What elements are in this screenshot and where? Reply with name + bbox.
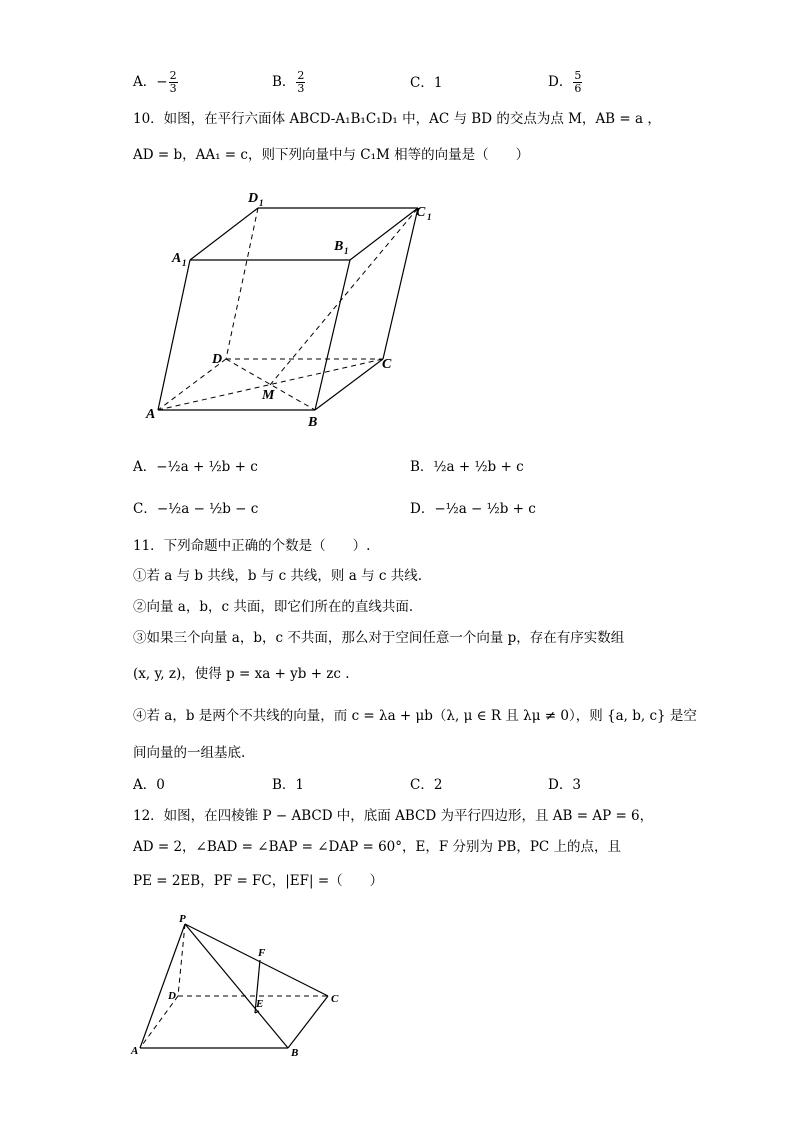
label-c1: C — [416, 205, 426, 220]
q10-option-d: D．−½a − ½b + c — [410, 501, 536, 517]
q10-line2: AD = b，AA₁ = c，则下列向量中与 C₁M 相等的向量是（ ） — [133, 147, 530, 163]
q10-option-a: A．−½a + ½b + c — [133, 459, 258, 475]
label-d1: D — [248, 191, 259, 206]
q11-option-a: A．0 — [133, 777, 165, 793]
q9-option-b: B． $\frac{2}{3}$ — [272, 69, 305, 95]
q11-statement-3a: ③如果三个向量 a，b，c 不共面，那么对于空间任意一个向量 p，存在有序实数组 — [133, 630, 625, 646]
label-m: M — [262, 388, 275, 403]
q11-statement-4b: 间向量的一组基底. — [133, 745, 246, 761]
label-c1-sub: 1 — [427, 212, 432, 222]
label-b: B — [291, 1047, 299, 1059]
pyramid-figure — [128, 910, 358, 1060]
q12-line3: PE = 2EB，PF = FC，|EF| =（ ） — [133, 873, 384, 889]
label-c: C — [382, 357, 392, 372]
q11-statement-2: ②向量 a，b，c 共面，即它们所在的直线共面. — [133, 599, 414, 615]
label-d1-sub: 1 — [259, 198, 264, 208]
q11-stem: 11．下列命题中正确的个数是（ ）. — [133, 538, 371, 554]
label-f: F — [258, 947, 266, 959]
q11-option-b: B．1 — [272, 777, 305, 793]
label-a1-sub: 1 — [182, 258, 187, 268]
label-d: D — [212, 352, 223, 367]
q11-option-d: D．3 — [548, 777, 581, 793]
label-a: A — [131, 1045, 139, 1057]
label-d: D — [168, 990, 176, 1002]
q10-line1: 10．如图，在平行六面体 ABCD-A₁B₁C₁D₁ 中，AC 与 BD 的交点为点 M，AB = a ， — [133, 111, 661, 127]
label-e: E — [256, 998, 264, 1010]
q10-option-c: C．−½a − ½b − c — [133, 501, 259, 517]
label-b1: B — [334, 239, 344, 254]
label-p: P — [179, 913, 186, 925]
q9-option-a: A．− $\frac{2}{3}$ — [133, 69, 177, 95]
label-b1-sub: 1 — [344, 246, 349, 256]
q11-statement-3b: (x, y, z)，使得 p = xa + yb + zc . — [133, 666, 350, 682]
label-b: B — [308, 415, 318, 430]
label-a: A — [146, 407, 156, 422]
q10-option-b: B．½a + ½b + c — [410, 459, 524, 475]
parallelepiped-figure — [140, 186, 440, 431]
q11-option-c: C．2 — [410, 777, 443, 793]
q12-line1: 12．如图，在四棱锥 P − ABCD 中，底面 ABCD 为平行四边形，且 AB = AP = 6， — [133, 808, 654, 824]
label-a1: A — [172, 251, 182, 266]
q11-statement-4a: ④若 a，b 是两个不共线的向量，而 c = λa + μb（λ, μ ∈ R 且 λμ ≠ 0），则 {a, b, c} 是空 — [133, 708, 697, 724]
label-c: C — [331, 993, 339, 1005]
q9-option-c: C．1 — [410, 75, 443, 91]
q12-line2: AD = 2，∠BAD = ∠BAP = ∠DAP = 60°，E，F 分别为 PB，PC 上的点，且 — [133, 839, 622, 855]
q9-option-d: D． $\frac{5}{6}$ — [548, 69, 582, 95]
q11-statement-1: ①若 a 与 b 共线，b 与 c 共线，则 a 与 c 共线. — [133, 568, 422, 584]
